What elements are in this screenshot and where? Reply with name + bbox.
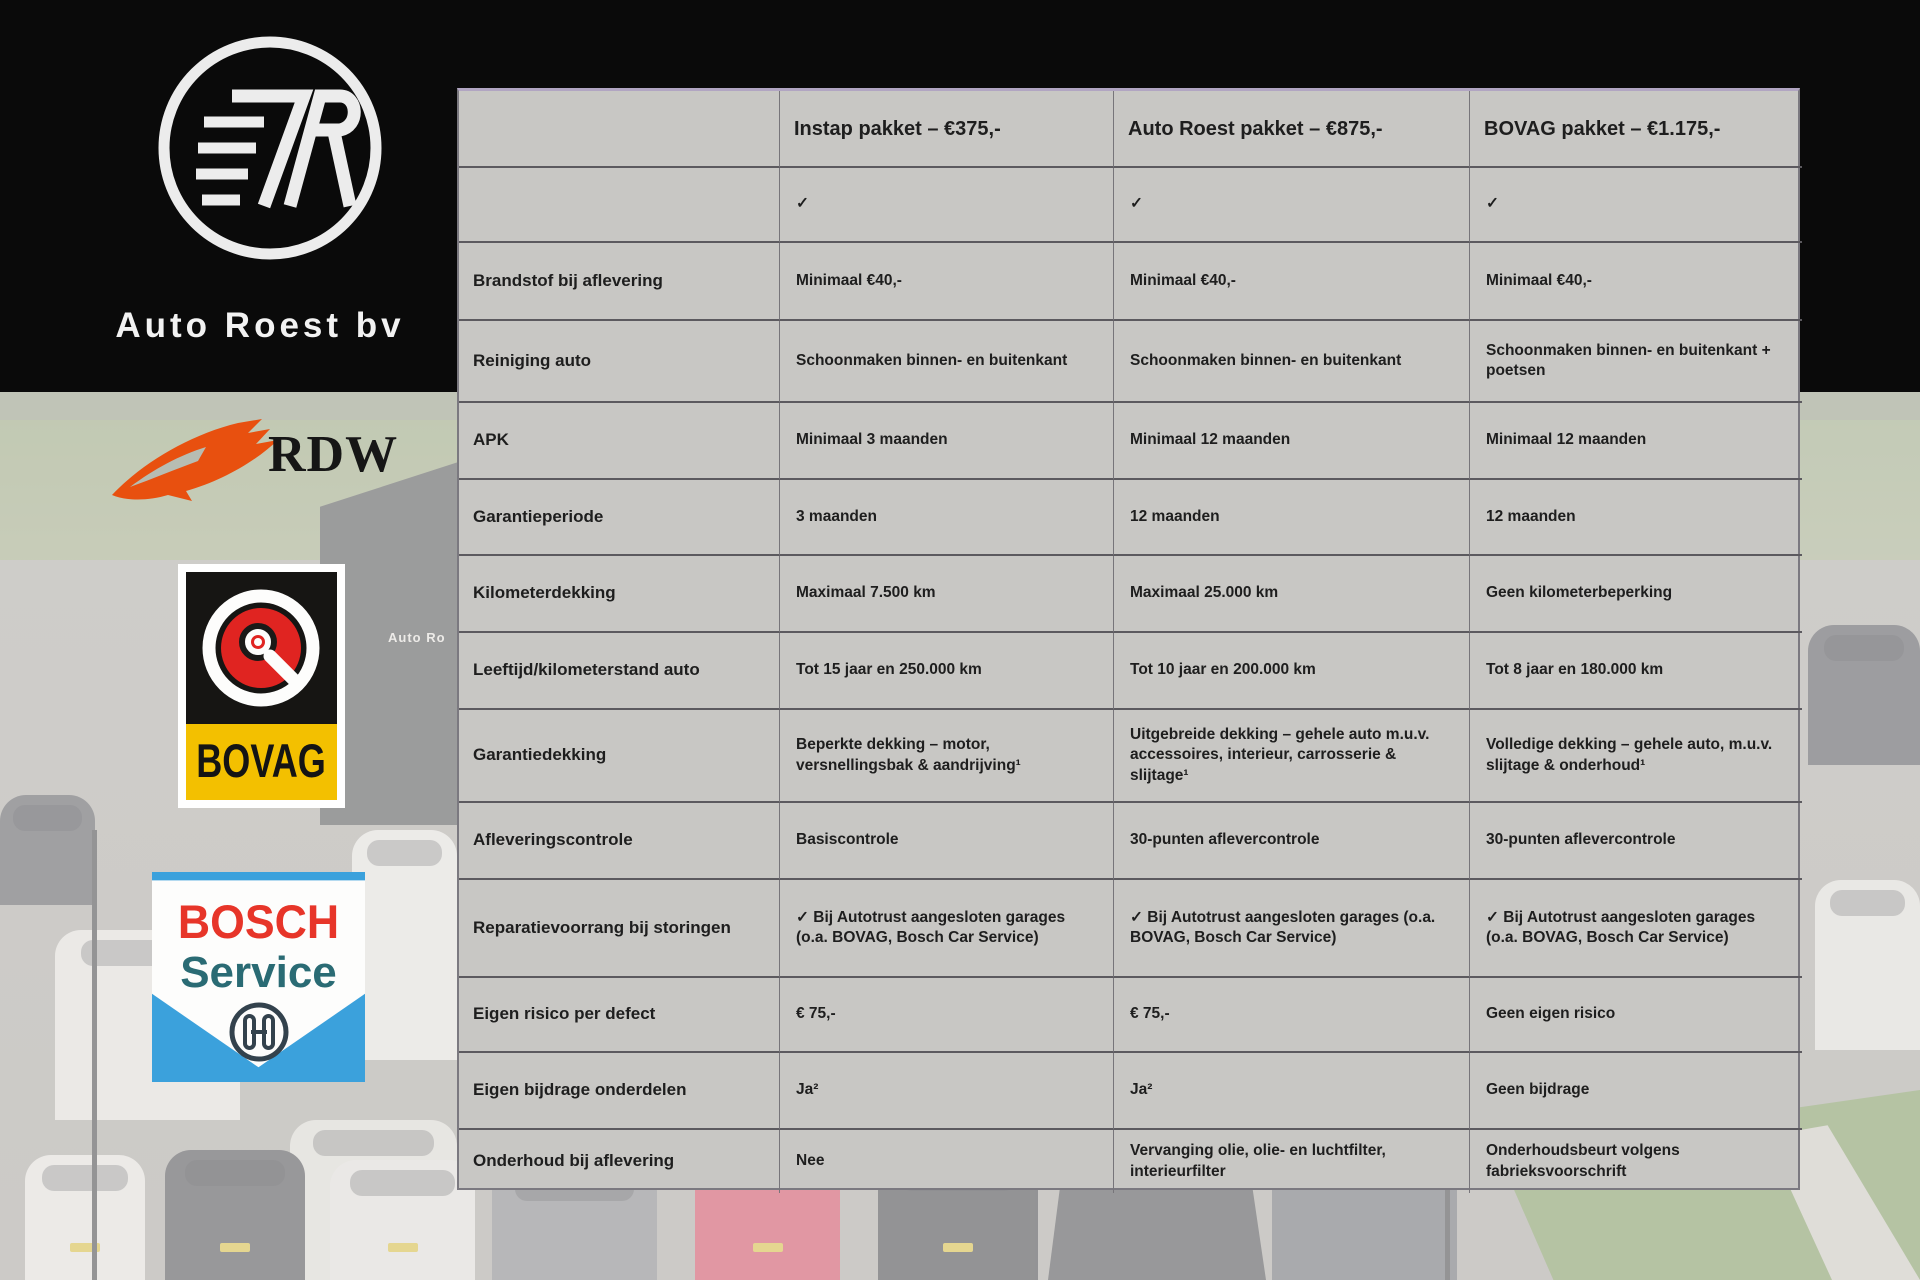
column-header-2: Auto Roest pakket – €875,- [1114,91,1470,168]
table-cell-r9-c2: ✓ Bij Autotrust aangesloten garages (o.a. BOVAG, Bosch Car Service) [1114,880,1470,978]
auto-roest-logo-icon [152,30,388,266]
table-cell-r2-c1: Schoonmaken binnen- en buitenkant [780,321,1114,403]
table-cell-r2-c2: Schoonmaken binnen- en buitenkant [1114,321,1470,403]
rdw-logo [100,405,430,515]
table-cell-r1-c3: Minimaal €40,- [1470,243,1802,321]
column-header-1: Instap pakket – €375,- [780,91,1114,168]
table-cell-r12-c2: Vervanging olie, olie- en luchtfilter, interieurfilter [1114,1130,1470,1193]
table-cell-r3-c1: Minimaal 3 maanden [780,403,1114,480]
table-cell-r5-c1: Maximaal 7.500 km [780,556,1114,633]
table-cell-r6-c2: Tot 10 jaar en 200.000 km [1114,633,1470,710]
bovag-emblem-icon [186,572,337,724]
package-comparison-table [457,88,1800,1190]
bosch-wordmark: BOSCH [177,895,340,948]
table-cell-r1-c1: Minimaal €40,- [780,243,1114,321]
bosch-service-wordmark: Service [180,948,337,997]
column-header-3: BOVAG pakket – €1.175,- [1470,91,1802,168]
table-cell-r8-c3: 30-punten aflevercontrole [1470,803,1802,880]
table-cell-r0-c3: ✓ [1470,168,1802,243]
table-cell-r10-c3: Geen eigen risico [1470,978,1802,1053]
table-cell-r8-c2: 30-punten aflevercontrole [1114,803,1470,880]
table-cell-r12-c3: Onderhoudsbeurt volgens fabrieksvoorschrift [1486,1142,1680,1180]
row-label: Eigen bijdrage onderdelen [459,1053,780,1130]
table-cell-r5-c3: Geen kilometerbeperking [1470,556,1802,633]
table-cell-r7-c2: Uitgebreide dekking – gehele auto m.u.v. accessoires, interieur, carrosserie & slijtage¹ [1114,710,1470,803]
row-label: APK [459,403,780,480]
row-label: Brandstof bij aflevering [459,243,780,321]
table-cell-r4-c2: 12 maanden [1114,480,1470,556]
bosch-service-logo [152,872,365,1082]
table-cell-r4-c3: 12 maanden [1470,480,1802,556]
table-cell-r0-c2: ✓ [1114,168,1470,243]
row-label: Reparatievoorrang bij storingen [459,880,780,978]
table-cell-r5-c2: Maximaal 25.000 km [1114,556,1470,633]
table-cell-r7-c3: Volledige dekking – gehele auto, m.u.v. slijtage & onderhoud¹ [1470,710,1802,803]
row-label: Kilometerdekking [459,556,780,633]
row-label: Garantieperiode [459,480,780,556]
row-label-empty [459,168,780,243]
table-cell-r10-c2: € 75,- [1114,978,1470,1053]
table-cell-r12-c1: Nee [780,1130,1114,1193]
bovag-wordmark: BOVAG [196,735,327,788]
table-cell-r0-c1: ✓ [780,168,1114,243]
row-label: Garantiedekking [459,710,780,803]
company-name: Auto Roest bv [115,306,405,345]
row-label: Afleveringscontrole [459,803,780,880]
table-cell-r3-c2: Minimaal 12 maanden [1114,403,1470,480]
table-cell-r11-c2: Ja² [1114,1053,1470,1130]
table-cell-r6-c1: Tot 15 jaar en 250.000 km [780,633,1114,710]
table-cell-r11-c3: Geen bijdrage [1470,1053,1802,1130]
table-cell-r2-c3: Schoonmaken binnen- en buitenkant + poetsen [1470,321,1802,403]
table-cell-r7-c1: Beperkte dekking – motor, versnellingsbak & aandrijving¹ [780,710,1114,803]
building-sign: Auto Ro [388,630,446,645]
table-cell-r10-c1: € 75,- [780,978,1114,1053]
table-cell-r6-c3: Tot 8 jaar en 180.000 km [1470,633,1802,710]
row-label: Eigen risico per defect [459,978,780,1053]
table-cell-r8-c1: Basiscontrole [780,803,1114,880]
rdw-swoosh-icon [110,417,285,517]
table-corner-cell [459,91,780,168]
bosch-armature-icon [227,1000,291,1069]
table-cell-r11-c1: Ja² [780,1053,1114,1130]
table-cell-r9-c1: ✓ Bij Autotrust aangesloten garages (o.a. BOVAG, Bosch Car Service) [780,880,1114,978]
table-cell-r9-c3: ✓ Bij Autotrust aangesloten garages (o.a. BOVAG, Bosch Car Service) [1470,880,1802,978]
bovag-logo [178,564,345,808]
table-cell-r4-c1: 3 maanden [780,480,1114,556]
row-label: Reiniging auto [459,321,780,403]
table-cell-r1-c2: Minimaal €40,- [1114,243,1470,321]
rdw-wordmark: RDW [268,426,399,483]
row-label: Leeftijd/kilometerstand auto [459,633,780,710]
table-cell-r3-c3: Minimaal 12 maanden [1470,403,1802,480]
row-label: Onderhoud bij aflevering [459,1130,780,1193]
